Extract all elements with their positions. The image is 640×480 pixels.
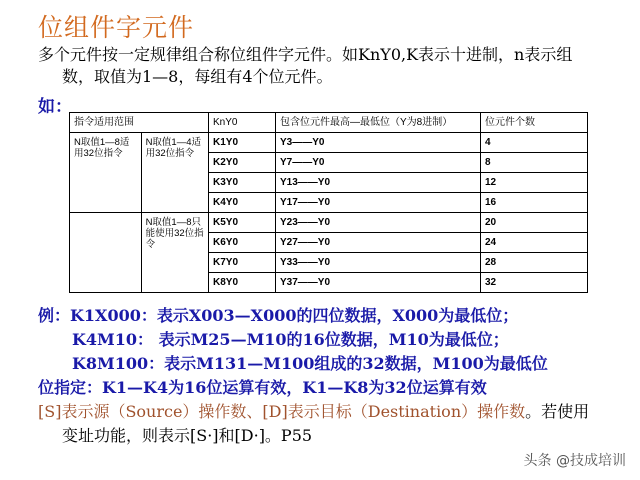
range-cell: Y27——Y0 <box>276 233 481 253</box>
table-row <box>70 133 588 153</box>
count-cell: 28 <box>481 253 588 273</box>
example-label: 如： <box>38 97 72 117</box>
count-cell: 16 <box>481 193 588 213</box>
watermark: 头条 @技成培训 <box>523 453 626 469</box>
count-cell: 24 <box>481 233 588 253</box>
intro-paragraph <box>38 44 628 88</box>
range-cell: Y17——Y0 <box>276 193 481 213</box>
count-cell: 32 <box>481 273 588 293</box>
group-32bit-cell: N取值1—8只能使用32位指令 <box>141 213 208 293</box>
group-outer-blank <box>70 213 142 293</box>
intro-line-1: 多个元件按一定规律组合称位组件字元件。如KnY0,K表示十进制，n表示组 <box>38 45 573 64</box>
kny-cell: K7Y0 <box>209 253 276 273</box>
range-cell: Y37——Y0 <box>276 273 481 293</box>
kny-cell: K5Y0 <box>209 213 276 233</box>
range-cell: Y3——Y0 <box>276 133 481 153</box>
count-cell: 8 <box>481 153 588 173</box>
header-count: 位元件个数 <box>481 113 588 133</box>
operand-rest-text: 。若使用 <box>525 402 590 421</box>
range-cell: Y13——Y0 <box>276 173 481 193</box>
example-line-3: K8M100：表示M131—M100组成的32数据，M100为最低位 <box>72 354 548 373</box>
kny-cell: K2Y0 <box>209 153 276 173</box>
kny-cell: K6Y0 <box>209 233 276 253</box>
range-cell: Y7——Y0 <box>276 153 481 173</box>
example-line-1: 例：K1X000：表示X003—X000的四位数据，X000为最低位； <box>38 306 519 325</box>
kny-cell: K8Y0 <box>209 273 276 293</box>
page-title: 位组件字元件 <box>38 13 195 42</box>
count-cell: 20 <box>481 213 588 233</box>
operand-line <box>38 400 638 424</box>
kny-cell: K3Y0 <box>209 173 276 193</box>
group-outer-cell: N取值1—8适用32位指令 <box>70 133 142 213</box>
header-kny: KnY0 <box>209 113 276 133</box>
bit-spec-line: 位指定：K1—K4为16位运算有效，K1—K8为32位运算有效 <box>38 378 487 397</box>
operand-colored-text: [S]表示源（Source）操作数、[D]表示目标（Destination）操作数 <box>38 402 526 421</box>
range-cell: Y23——Y0 <box>276 213 481 233</box>
count-cell: 4 <box>481 133 588 153</box>
table-row <box>70 213 588 233</box>
range-cell: Y33——Y0 <box>276 253 481 273</box>
kny-cell: K4Y0 <box>209 193 276 213</box>
intro-line-2: 数，取值为1—8，每组有4个位元件。 <box>62 67 333 86</box>
group-16bit-cell: N取值1—4适用32位指令 <box>141 133 208 213</box>
notes-block <box>38 304 638 448</box>
example-line-2: K4M10： 表示M25—M10的16位数据，M10为最低位； <box>72 330 509 349</box>
header-range: 包含位元件最高—最低位（Y为8进制） <box>276 113 481 133</box>
operand-line-2: 变址功能，则表示[S·]和[D·]。P55 <box>62 426 313 445</box>
header-scope: 指令适用范围 <box>70 113 209 133</box>
kny-cell: K1Y0 <box>209 133 276 153</box>
kny-table <box>69 112 588 293</box>
count-cell: 12 <box>481 173 588 193</box>
table-header-row <box>70 113 588 133</box>
